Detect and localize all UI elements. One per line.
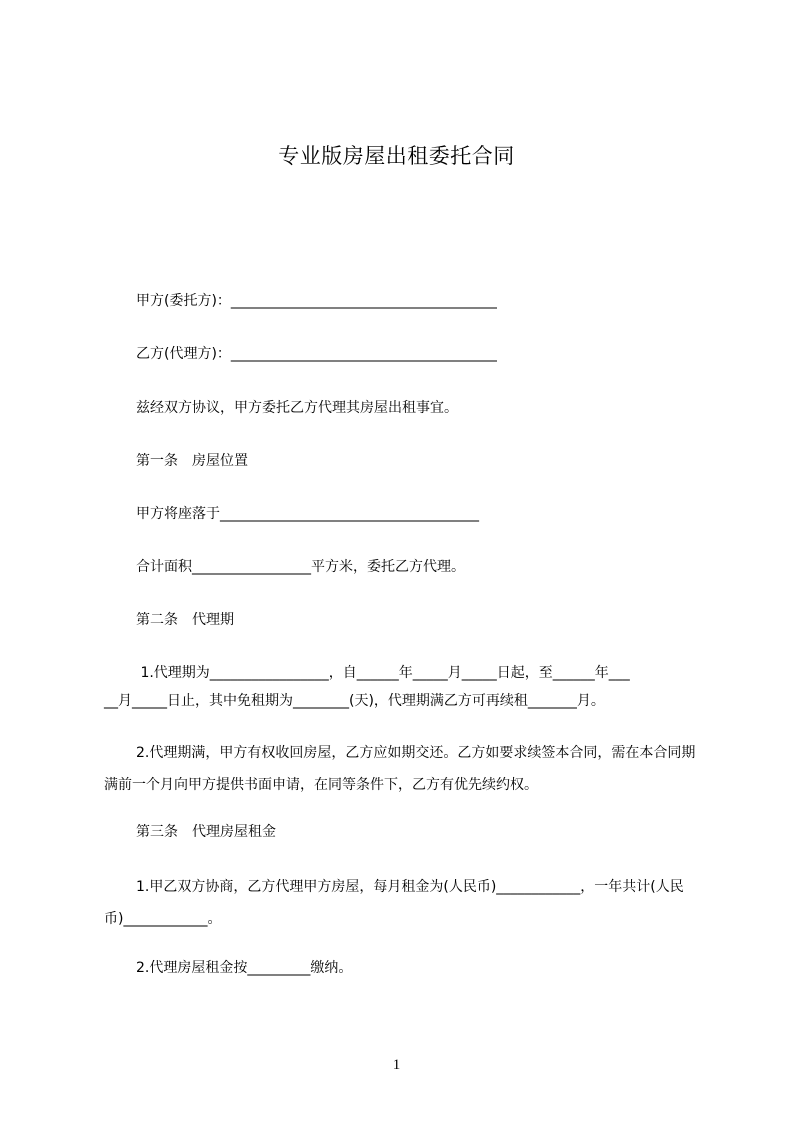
article2-item1-line1: 1.代理期为_________________，自______年_____月_____日起，至______年___ [136, 665, 630, 681]
article1-location: 甲方将座落于_____________________________________ [136, 506, 479, 522]
article2-heading: 第二条 代理期 [136, 612, 234, 628]
article3-item1: 1.甲乙双方协商，乙方代理甲方房屋，每月租金为(人民币)____________，一年共计(人民币)____________。 [104, 879, 684, 927]
article2-item1-line2: __月_____日止，其中免租期为________(天)，代理期满乙方可再续租_______月。 [104, 693, 605, 709]
article3-item2: 2.代理房屋租金按_________缴纳。 [136, 960, 353, 976]
document-title: 专业版房屋出租委托合同 [278, 144, 515, 168]
party-a-line: 甲方(委托方)：______________________________________ [136, 293, 497, 309]
intro-text: 兹经双方协议，甲方委托乙方代理其房屋出租事宜。 [136, 400, 458, 416]
article3-heading: 第三条 代理房屋租金 [136, 824, 276, 840]
party-b-line: 乙方(代理方)：______________________________________ [136, 346, 497, 362]
page-number: 1 [392, 1057, 401, 1073]
article2-item2: 2.代理期满，甲方有权收回房屋，乙方应如期交还。乙方如要求续签本合同，需在本合同期满前一个月向甲方提供书面申请，在同等条件下，乙方有优先续约权。 [104, 745, 696, 793]
article1-heading: 第一条 房屋位置 [136, 453, 248, 469]
article1-area: 合计面积_________________平方米，委托乙方代理。 [136, 559, 465, 575]
